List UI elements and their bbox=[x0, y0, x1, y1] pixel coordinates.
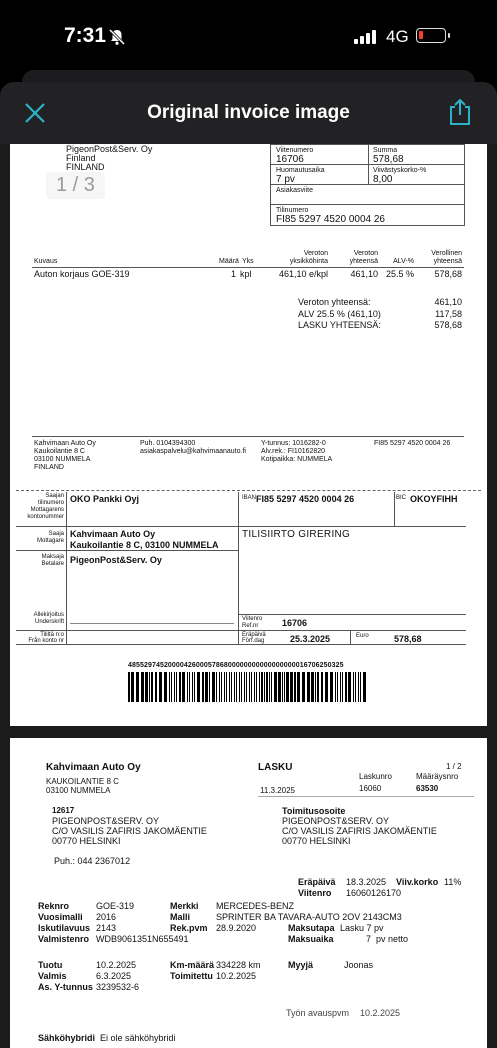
delivery-line: C/O VASILIS ZAFIRIS JAKOMÄENTIE bbox=[282, 826, 437, 836]
col-veroton-yht: yhteensä bbox=[349, 258, 378, 265]
displacement: 2143 bbox=[96, 923, 117, 933]
footer-business: Y-tunnus: 1016282-0 bbox=[261, 440, 326, 447]
recipient-line: PigeonPost&Serv. Oy bbox=[66, 144, 153, 154]
slip-payee: Kahvimaan Auto Oy bbox=[70, 529, 156, 539]
customer-phone: Puh.: 044 2367012 bbox=[54, 856, 131, 866]
label: Sähköhybridi bbox=[38, 1033, 96, 1043]
row-veroton-yks: 461,10 e/kpl bbox=[278, 269, 328, 279]
delivered-date: 10.2.2025 bbox=[216, 971, 257, 981]
label: Viivästyskorko-% bbox=[373, 167, 427, 174]
label: Myyjä bbox=[288, 960, 314, 970]
invoice-sum: 578,68 bbox=[373, 154, 404, 165]
invoice-date: 11.3.2025 bbox=[260, 786, 295, 795]
payment-method: Lasku 7 pv bbox=[340, 923, 384, 933]
slip-label: kontonummer bbox=[27, 514, 64, 520]
make: MERCEDES-BENZ bbox=[216, 901, 295, 911]
payment-term: 7 pv netto bbox=[366, 934, 409, 944]
total-label: ALV 25.5 % (461,10) bbox=[298, 309, 381, 319]
page-indicator: 1 / 2 bbox=[446, 762, 462, 771]
slip-payee: Kaukoilantie 8 C, 03100 NUMMELA bbox=[70, 540, 219, 550]
footer-company: Kaukoilantie 8 C bbox=[34, 448, 85, 455]
company-name: Kahvimaan Auto Oy bbox=[46, 762, 141, 773]
customer-line: C/O VASILIS ZAFIRIS JAKOMÄENTIE bbox=[52, 826, 207, 836]
mute-bell-icon bbox=[108, 28, 126, 46]
slip-label: IBAN bbox=[242, 495, 257, 501]
total-value: 578,68 bbox=[434, 320, 462, 330]
label: Tilinumero bbox=[276, 207, 309, 214]
col-kuvaus: Kuvaus bbox=[34, 258, 58, 265]
recipient-line: Finland bbox=[66, 153, 96, 163]
slip-label: Betalare bbox=[41, 561, 64, 567]
label: Valmis bbox=[38, 971, 67, 981]
label: Toimitettu bbox=[170, 971, 213, 981]
page-title: Original invoice image bbox=[147, 102, 350, 123]
payment-barcode bbox=[128, 672, 368, 702]
footer-company: Kahvimaan Auto Oy bbox=[34, 440, 96, 447]
notice-period: 7 pv bbox=[276, 174, 295, 185]
slip-label: Förf.dag bbox=[242, 638, 265, 644]
clock: 7:31 bbox=[64, 24, 107, 47]
label: Summa bbox=[373, 147, 398, 154]
reference-number: 16060126170 bbox=[346, 888, 402, 898]
delivery-line: 00770 HELSINKI bbox=[282, 836, 351, 846]
slip-bank: OKO Pankki Oyj bbox=[70, 494, 140, 504]
label: Viiv.korko bbox=[396, 877, 439, 887]
footer-company: FINLAND bbox=[34, 464, 64, 471]
label: Rek.pvm bbox=[170, 923, 208, 933]
col-maara: Määrä bbox=[219, 258, 239, 265]
invoice-number: 16060 bbox=[359, 784, 382, 793]
customer-line: PIGEONPOST&SERV. OY bbox=[52, 816, 160, 826]
arrived-date: 10.2.2025 bbox=[96, 960, 137, 970]
label: Viitenro bbox=[298, 888, 332, 898]
invoice-page-2 bbox=[10, 738, 487, 1048]
label: Työn avauspvm bbox=[286, 1008, 350, 1018]
slip-label: Mottagare bbox=[36, 538, 64, 544]
slip-reference: 16706 bbox=[282, 618, 308, 628]
slip-label: Underskrift bbox=[34, 619, 64, 625]
row-yks: kpl bbox=[240, 269, 252, 279]
slip-iban: FI85 5297 4520 0004 26 bbox=[256, 494, 355, 504]
work-open-date: 10.2.2025 bbox=[360, 1008, 401, 1018]
label: Maksuaika bbox=[288, 934, 334, 944]
total-label: Veroton yhteensä: bbox=[298, 297, 371, 307]
label: Määräysnro bbox=[416, 772, 459, 781]
slip-label: Eräpäivä bbox=[242, 632, 266, 638]
slip-label: Mottagarens bbox=[30, 507, 64, 513]
mileage: 334228 km bbox=[216, 960, 261, 970]
reg-date: 28.9.2020 bbox=[216, 923, 257, 933]
penalty-interest: 11% bbox=[444, 877, 462, 887]
ready-date: 6.3.2025 bbox=[96, 971, 132, 981]
slip-label: Allekirjoitus bbox=[33, 612, 64, 618]
label: Iskutilavuus bbox=[38, 923, 91, 933]
delivery-line: PIGEONPOST&SERV. OY bbox=[282, 816, 390, 826]
total-value: 117,58 bbox=[435, 309, 462, 319]
col-veroton-yht: Veroton bbox=[353, 250, 378, 257]
company-address: KAUKOILANTIE 8 C bbox=[46, 777, 119, 786]
customer-line: 00770 HELSINKI bbox=[52, 836, 121, 846]
col-veroton-yks: Veroton bbox=[303, 250, 328, 257]
label: Eräpäivä bbox=[298, 877, 336, 887]
page-indicator: 1 / 3 bbox=[46, 172, 105, 199]
label: Viitenumero bbox=[276, 147, 314, 154]
network-type: 4G bbox=[386, 27, 409, 46]
due-date: 18.3.2025 bbox=[346, 877, 387, 887]
cellular-signal-icon bbox=[354, 30, 376, 44]
total-label: LASKU YHTEENSÄ: bbox=[298, 320, 381, 330]
battery-icon bbox=[416, 28, 446, 43]
label: Malli bbox=[170, 912, 191, 922]
barcode-number: 485529745200004260005786800000000000000000016706250325 bbox=[128, 662, 344, 669]
footer-contact: asiakaspalvelu@kahvimaanauto.fi bbox=[140, 448, 246, 455]
label: Vuosimalli bbox=[38, 912, 83, 922]
slip-label: tilinumero bbox=[37, 500, 64, 506]
row-kuvaus: Auton korjaus GOE-319 bbox=[34, 269, 130, 279]
slip-label: Saaja bbox=[48, 531, 64, 537]
model: SPRINTER BA TAVARA-AUTO 2OV 2143CM3 bbox=[216, 912, 402, 922]
vin: WDB9061351N655491 bbox=[96, 934, 189, 944]
penalty-interest: 8,00 bbox=[373, 174, 393, 185]
label: Merkki bbox=[170, 901, 199, 911]
slip-payer: PigeonPost&Serv. Oy bbox=[70, 555, 162, 565]
slip-bic: OKOYFIHH bbox=[410, 494, 458, 504]
document-title: LASKU bbox=[258, 762, 293, 773]
invoice-image-viewer[interactable] bbox=[0, 144, 497, 1048]
invoice-page-1 bbox=[10, 144, 487, 726]
row-maara: 1 bbox=[230, 269, 236, 279]
delivery-label: Toimitusosoite bbox=[282, 806, 346, 816]
order-number: 63530 bbox=[416, 784, 439, 793]
label: Laskunro bbox=[359, 772, 392, 781]
row-veroton-yht: 461,10 bbox=[350, 269, 378, 279]
slip-due-date: 25.3.2025 bbox=[290, 634, 331, 644]
col-verollinen: Verollinen bbox=[431, 250, 462, 257]
slip-amount: 578,68 bbox=[394, 634, 422, 644]
slip-label: Saajan bbox=[45, 493, 64, 499]
row-alv: 25.5 % bbox=[385, 269, 414, 279]
slip-label: Från konto nr bbox=[28, 638, 64, 644]
hybrid-status: Ei ole sähköhybridi bbox=[100, 1033, 176, 1043]
label: Km-määrä bbox=[170, 960, 215, 970]
label: Maksutapa bbox=[288, 923, 335, 933]
salesperson: Joonas bbox=[344, 960, 374, 970]
slip-label: Viitenro bbox=[242, 616, 263, 622]
footer-business: Kotipaikka: NUMMELA bbox=[261, 456, 333, 463]
footer-contact: Puh. 0104394300 bbox=[140, 440, 196, 447]
label: Asiakasviite bbox=[276, 187, 313, 194]
slip-label: Ref.nr bbox=[242, 623, 259, 629]
recipient-line: FINLAND bbox=[66, 162, 105, 172]
col-alv: ALV-% bbox=[393, 258, 414, 265]
row-verollinen: 578,68 bbox=[434, 269, 462, 279]
status-bar bbox=[0, 0, 497, 72]
slip-transfer-title: TILISIIRTO GIRERING bbox=[242, 529, 351, 540]
slip-label: BIC bbox=[396, 495, 407, 501]
model-year: 2016 bbox=[96, 912, 117, 922]
footer-company: 03100 NUMMELA bbox=[34, 456, 91, 463]
col-verollinen: yhteensä bbox=[433, 258, 462, 265]
reference-number: 16706 bbox=[276, 154, 304, 165]
tear-line bbox=[16, 490, 481, 491]
customer-number: 12617 bbox=[52, 806, 75, 815]
company-address: 03100 NUMMELA bbox=[46, 786, 111, 795]
col-yks: Yks bbox=[242, 258, 254, 265]
label: Huomautusaika bbox=[276, 167, 325, 174]
footer-business: Alv.rek.: FI10162820 bbox=[261, 448, 326, 455]
label: Valmistenro bbox=[38, 934, 90, 944]
slip-label: Euro bbox=[356, 633, 369, 639]
total-value: 461,10 bbox=[434, 297, 462, 307]
col-veroton-yks: yksikköhinta bbox=[289, 258, 328, 265]
label: Reknro bbox=[38, 901, 70, 911]
label: Tuotu bbox=[38, 960, 63, 970]
reg-number: GOE-319 bbox=[96, 901, 135, 911]
account-number: FI85 5297 4520 0004 26 bbox=[276, 214, 385, 225]
modal-header bbox=[0, 82, 497, 144]
share-icon[interactable] bbox=[448, 98, 472, 126]
slip-label: Tililtä n:o bbox=[40, 632, 64, 638]
customer-business-id: 3239532-6 bbox=[96, 982, 140, 992]
label: As. Y-tunnus bbox=[38, 982, 93, 992]
slip-label: Maksaja bbox=[41, 554, 64, 560]
footer-iban: FI85 5297 4520 0004 26 bbox=[374, 440, 451, 447]
